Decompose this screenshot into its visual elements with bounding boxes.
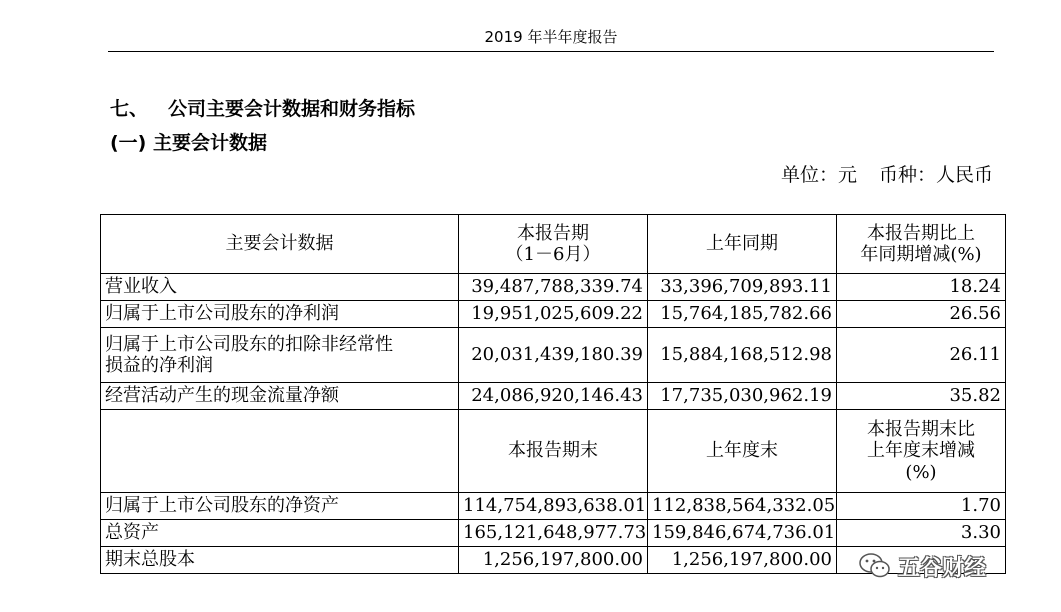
section-title — [110, 94, 415, 121]
watermark — [858, 550, 986, 582]
row-change-value: 3.30 — [837, 520, 1006, 547]
header-change-line1: 本报告期比上 — [867, 222, 975, 244]
subheader-cell-period-end: 本报告期末 — [459, 410, 648, 493]
row-change-value: 26.56 — [837, 301, 1006, 328]
unit-line — [781, 160, 993, 187]
subheader-cell-change — [837, 410, 1006, 493]
row-prior-value: 1,256,197,800.00 — [648, 547, 837, 574]
subsection-title: (一) 主要会计数据 — [110, 132, 267, 154]
table-row — [101, 328, 1006, 383]
table-row — [101, 383, 1006, 410]
table-row — [101, 520, 1006, 547]
subheader-change-line2: 上年度末增减 — [867, 440, 975, 462]
row-current-value: 1,256,197,800.00 — [459, 547, 648, 574]
report-header: 2019 年半年度报告 — [484, 28, 618, 46]
row-change-value: 26.11 — [837, 328, 1006, 383]
row-current-value: 20,031,439,180.39 — [459, 328, 648, 383]
currency-label: 币种：人民币 — [878, 164, 993, 186]
row-current-value: 114,754,893,638.01 — [459, 493, 648, 520]
row-label-line1: 归属于上市公司股东的扣除非经常性 — [105, 333, 393, 355]
table-row — [101, 274, 1006, 301]
header-cell-prior-period: 上年同期 — [648, 215, 837, 274]
section-title-text: 公司主要会计数据和财务指标 — [168, 98, 416, 120]
header-current-line1: 本报告期 — [517, 222, 589, 244]
row-prior-value: 15,764,185,782.66 — [648, 301, 837, 328]
row-prior-value: 159,846,674,736.01 — [648, 520, 837, 547]
row-change-value: 35.82 — [837, 383, 1006, 410]
header-current-line2: （1－6月） — [505, 244, 601, 265]
row-label: 营业收入 — [101, 274, 459, 301]
row-label: 归属于上市公司股东的净资产 — [101, 493, 459, 520]
subheader-change-line1: 本报告期末比 — [867, 419, 975, 441]
row-label: 经营活动产生的现金流量净额 — [101, 383, 459, 410]
row-change-value: 18.24 — [837, 274, 1006, 301]
subheader-change-line3: (%) — [905, 461, 937, 483]
row-label-line2: 损益的净利润 — [105, 355, 213, 376]
accounting-data-table — [100, 214, 1006, 574]
header-cell-item: 主要会计数据 — [101, 215, 459, 274]
row-label: 总资产 — [101, 520, 459, 547]
unit-label: 单位：元 — [780, 164, 857, 186]
row-label — [101, 328, 459, 383]
wechat-icon — [858, 551, 892, 581]
row-label: 归属于上市公司股东的净利润 — [101, 301, 459, 328]
subheader-cell-prior-year-end: 上年度末 — [648, 410, 837, 493]
row-current-value: 24,086,920,146.43 — [459, 383, 648, 410]
table-row — [101, 493, 1006, 520]
row-change-value: 1.70 — [837, 493, 1006, 520]
table-row — [101, 301, 1006, 328]
row-prior-value: 112,838,564,332.05 — [648, 493, 837, 520]
watermark-text: 五谷财经 — [898, 555, 987, 581]
row-current-value: 19,951,025,609.22 — [459, 301, 648, 328]
header-change-line2: 年同期增减(%) — [860, 244, 982, 265]
table-header-row — [101, 215, 1006, 274]
row-prior-value: 15,884,168,512.98 — [648, 328, 837, 383]
row-current-value: 165,121,648,977.73 — [459, 520, 648, 547]
table-subheader-row — [101, 410, 1006, 493]
subheader-cell-empty — [101, 410, 459, 493]
section-number: 七、 — [110, 98, 149, 120]
row-prior-value: 17,735,030,962.19 — [648, 383, 837, 410]
row-prior-value: 33,396,709,893.11 — [648, 274, 837, 301]
header-divider — [108, 51, 994, 52]
row-label: 期末总股本 — [101, 547, 459, 574]
row-current-value: 39,487,788,339.74 — [459, 274, 648, 301]
header-cell-change — [837, 215, 1006, 274]
header-cell-current-period — [459, 215, 648, 274]
